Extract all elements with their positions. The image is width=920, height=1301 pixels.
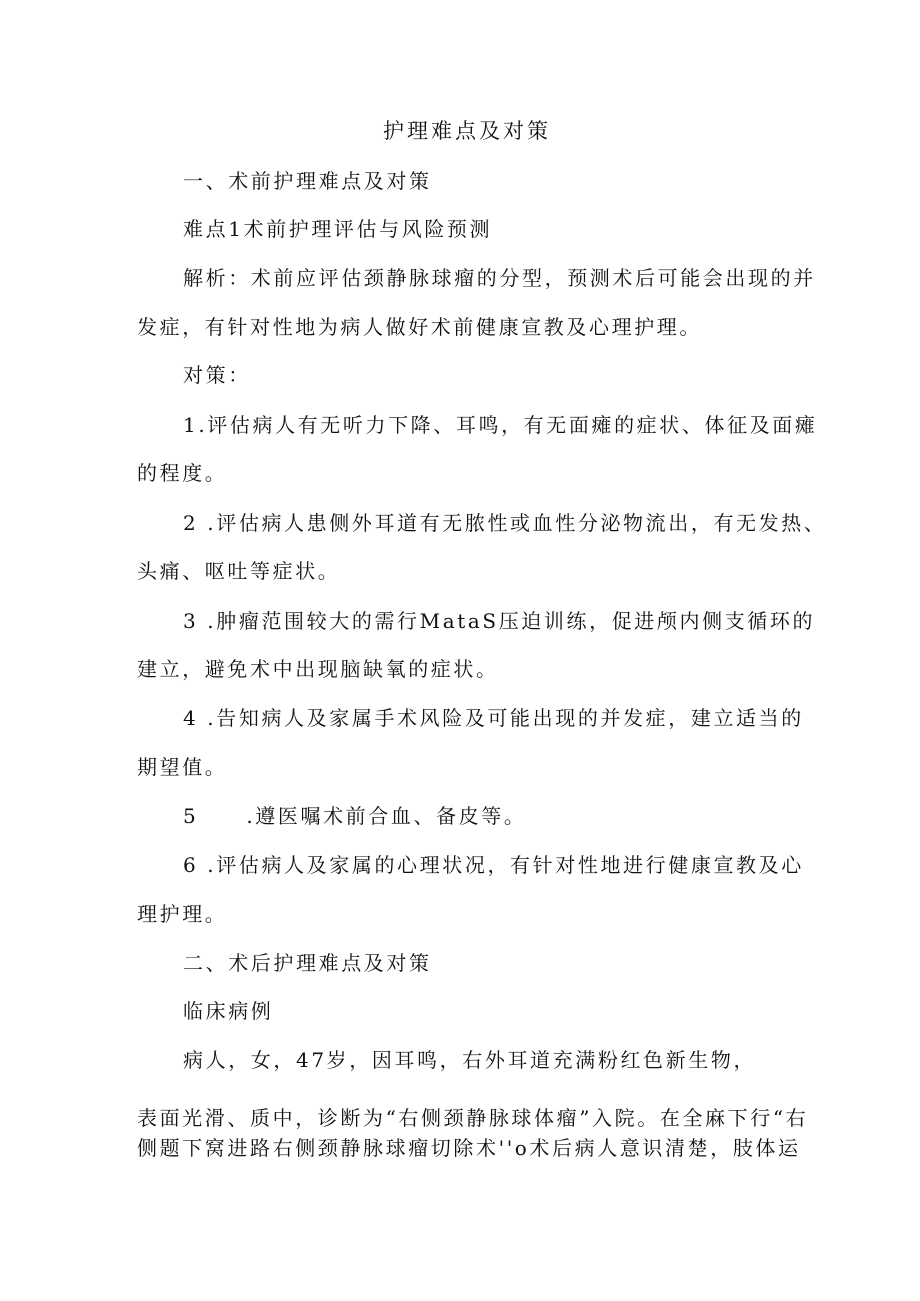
case-line-3: 侧题下窝进路右侧颈静脉球瘤切除术''o术后病人意识清楚，肢体运 bbox=[137, 1136, 801, 1160]
case-line-2: 表面光滑、质中，诊断为“右侧颈静脉球体瘤”入院。在全麻下行“右 bbox=[137, 1106, 809, 1130]
measure-4-line-1: 4 .告知病人及家属手术风险及可能出现的并发症，建立适当的 bbox=[183, 706, 804, 730]
section-1-heading: 一、术前护理难点及对策 bbox=[183, 169, 432, 193]
difficulty-1-heading: 难点1术前护理评估与风险预测 bbox=[183, 217, 493, 241]
measure-2-line-1: 2 .评估病人患侧外耳道有无脓性或血性分泌物流出，有无发热、 bbox=[183, 511, 827, 535]
section-2-heading: 二、术后护理难点及对策 bbox=[183, 951, 432, 975]
measure-3-line-2: 建立，避免术中出现脑缺氧的症状。 bbox=[137, 657, 499, 681]
measure-5-text: .遵医嘱术前合血、备皮等。 bbox=[246, 804, 527, 828]
measure-6-line-1: 6 .评估病人及家属的心理状况，有针对性地进行健康宣教及心 bbox=[183, 853, 804, 877]
analysis-line-1: 解析：术前应评估颈静脉球瘤的分型，预测术后可能会出现的并 bbox=[183, 266, 816, 290]
document-title: 护理难点及对策 bbox=[383, 119, 551, 143]
measure-4-line-2: 期望值。 bbox=[137, 755, 228, 779]
measure-1-line-1: 1.评估病人有无听力下降、耳鸣，有无面瘫的症状、体征及面瘫 bbox=[183, 413, 818, 437]
measure-3-line-1: 3 .肿瘤范围较大的需行MataS压迫训练，促进颅内侧支循环的 bbox=[183, 609, 816, 633]
analysis-line-2: 发症，有针对性地为病人做好术前健康宣教及心理护理。 bbox=[137, 315, 702, 339]
case-line-1: 病人，女，47岁，因耳鸣，右外耳道充满粉红色新生物， bbox=[183, 1048, 757, 1072]
measure-2-line-2: 头痛、呕吐等症状。 bbox=[137, 559, 341, 583]
measure-5 bbox=[183, 803, 527, 829]
measure-1-line-2: 的程度。 bbox=[137, 461, 228, 485]
case-heading: 临床病例 bbox=[183, 999, 274, 1023]
measure-5-number: 5 bbox=[183, 804, 199, 828]
measures-label: 对策： bbox=[183, 363, 251, 387]
measure-6-line-2: 理护理。 bbox=[137, 902, 228, 926]
